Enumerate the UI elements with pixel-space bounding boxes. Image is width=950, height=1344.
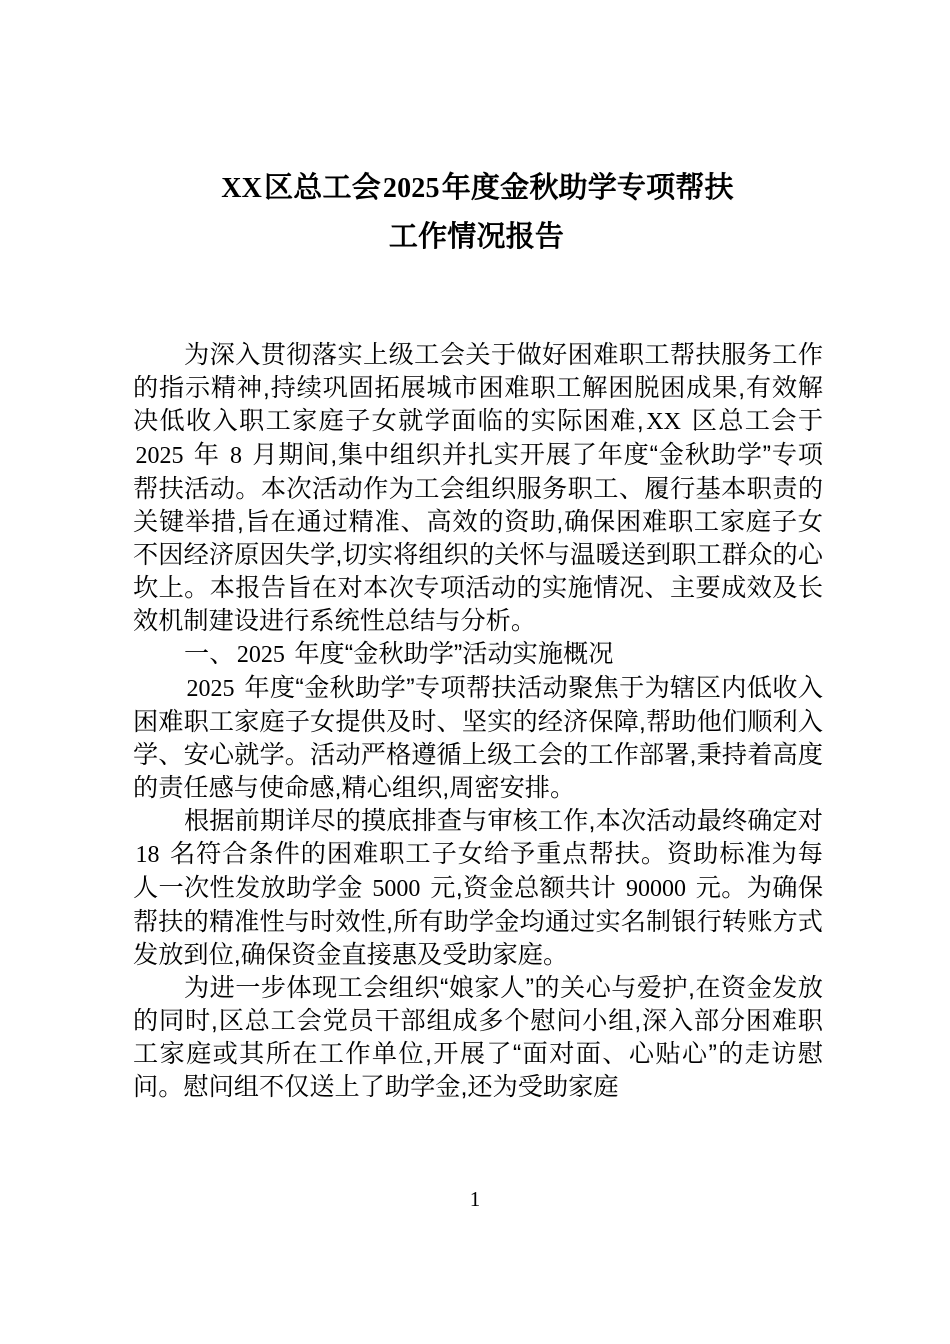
title-latin-xx: XX — [221, 173, 263, 204]
document-title — [133, 164, 820, 261]
paragraph-section1-visits: 为进一步体现工会组织“娘家人”的关心与爱护,在资金发放的同时,区总工会党员干部组成多个慰问小组,深入部分困难职工家庭或其所在工作单位,开展了“面对面、心贴心”的走访慰问。慰问组不仅送上了助学金,还为受助家庭 — [133, 974, 823, 1101]
document-title-line-2: 工作情况报告 — [388, 221, 565, 253]
title-cjk-part-a: 区总工会 — [264, 172, 381, 204]
paragraph-intro: 为深入贯彻落实上级工会关于做好困难职工帮扶服务工作的指示精神,持续巩固拓展城市困难职工解困脱困成果,有效解决低收入职工家庭子女就学面临的实际困难, XX 区总工会于 2025 年 8 月期间,集中组织并扎实开展了年度“金秋助学”专项帮扶活动。本次活动作为工会组织服务职工、履行基本职责的关键举措,旨在通过精准、高效的资助,确保困难职工家庭子女不因经济原因失学,切实将组织的关怀与温暖送到职工群众的心坎上。本报告旨在对本次专项活动的实施情况、主要成效及长效机制建设进行系统性总结与分析。 — [133, 341, 824, 635]
page-number: 1 — [469, 1187, 481, 1211]
latin-run: 8 — [230, 443, 243, 469]
latin-run: 2025 — [186, 676, 235, 702]
paragraph-section1-funding: 根据前期详尽的摸底排查与审核工作,本次活动最终确定对 18 名符合条件的困难职工子女给予重点帮扶。资助标准为每人一次性发放助学金 5000 元,资金总额共计 90000 元。为确保帮扶的精准性与时效性,所有助学金均通过实名制银行转账方式发放到位,确保资金直接惠及受助家庭。 — [133, 807, 824, 969]
title-cjk-part-b: 年度金秋助学专项帮扶 — [441, 172, 734, 204]
latin-run: 90000 — [625, 876, 686, 902]
document-title-line-1 — [133, 164, 820, 213]
paragraph-section1-overview: 2025 年度“金秋助学”专项帮扶活动聚焦于为辖区内低收入困难职工家庭子女提供及时、坚实的经济保障,帮助他们顺利入学、安心就学。活动严格遵循上级工会的工作部署,秉持着高度的责任感与使命感,精心组织,周密安排。 — [133, 674, 823, 802]
latin-run: 5000 — [372, 876, 421, 902]
section-heading-1: 一、 2025 年度“金秋助学”活动实施概况 — [184, 640, 614, 668]
latin-run: 2025 — [135, 443, 184, 469]
latin-run: 2025 — [236, 642, 285, 668]
latin-run: XX — [646, 409, 681, 435]
latin-run: 18 — [135, 842, 160, 868]
document-body — [133, 339, 823, 1104]
title-year: 2025 — [382, 173, 440, 204]
